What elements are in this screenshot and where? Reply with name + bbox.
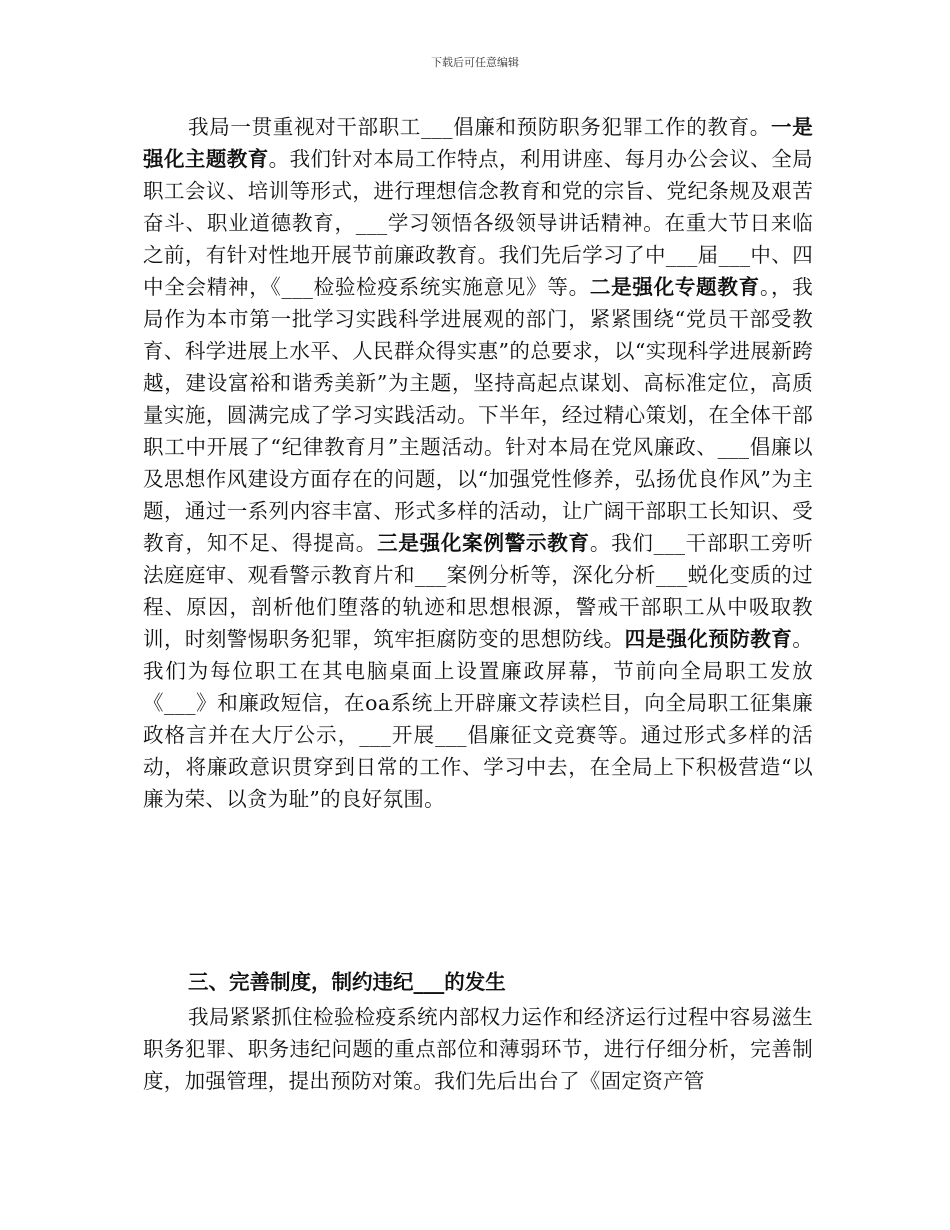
- emphasis-case-warning-education: 三是强化案例警示教育: [377, 531, 590, 555]
- text-segment: 。我们为每位职工在其电脑桌面上设置廉政屏幕，节前向全局职工发放《___》和廉政短信，在oa系统上开辟廉文荐读栏目，向全局职工征集廉政格言并在大厅公示，___开展___倡廉征文竞赛等。通过形式多样的活动，将廉政意识贯穿到日常的工作、学习中去，在全局上下积极营造“以廉为荣、以贪为耻”的良好氛围。: [143, 627, 813, 811]
- section-heading: 三、完善制度，制约违纪___的发生: [188, 970, 506, 994]
- text-segment: 。我们针对本局工作特点，利用讲座、每月办公会议、全局职工会议、培训等形式，进行理想信念教育和党的宗旨、党纪条规及艰苦奋斗、职业道德教育，___学习领悟各级领导讲话精神。在重大节日来临之前，有针对性地开展节前廉政教育。我们先后学习了中___届___中、四中全会精神，《___检验检疫系统实施意见》等。: [143, 147, 813, 299]
- text-segment: 我局一贯重视对干部职工___倡廉和预防职务犯罪工作的教育。: [188, 115, 771, 139]
- text-segment: 。，我局作为本市第一批学习实践科学进展观的部门，紧紧围绕“党员干部受教育、科学进展上水平、人民群众得实惠”的总要求，以“实现科学进展新跨越，建设富裕和谐秀美新”为主题，坚持高起点谋划、高标准定位，高质量实施，圆满完成了学习实践活动。下半年，经过精心策划，在全体干部职工中开展了“纪律教育月”主题活动。针对本局在党风廉政、___倡廉以及思想作风建设方面存在的问题，以“加强党性修养，弘扬优良作风”为主题，通过一系列内容丰富、形式多样的活动，让广阔干部职工长知识、受教育，知不足、得提高。: [143, 275, 813, 555]
- emphasis-special-education: 二是强化专题教育: [589, 275, 760, 299]
- emphasis-prevention-education: 四是强化预防教育: [624, 627, 793, 651]
- emphasis-theme-education: 一是强化主题教育: [143, 115, 813, 171]
- text-segment: 。我们___干部职工旁听法庭庭审、观看警示教育片和___案例分析等，深化分析___蜕化变质的过程、原因，剖析他们堕落的轨迹和思想根源，警戒干部职工从中吸取教训，时刻警惕职务犯罪，筑牢拒腐防变的思想防线。: [143, 531, 813, 651]
- page-header: 下载后可任意编辑: [431, 56, 519, 69]
- paragraph-education: [143, 111, 813, 815]
- paragraph-system: 我局紧紧抓住检验检疫系统内部权力运作和经济运行过程中容易滋生职务犯罪、职务违纪问题的重点部位和薄弱环节，进行仔细分析，完善制度，加强管理，提出预防对策。我们先后出台了《固定资产管: [143, 1005, 813, 1093]
